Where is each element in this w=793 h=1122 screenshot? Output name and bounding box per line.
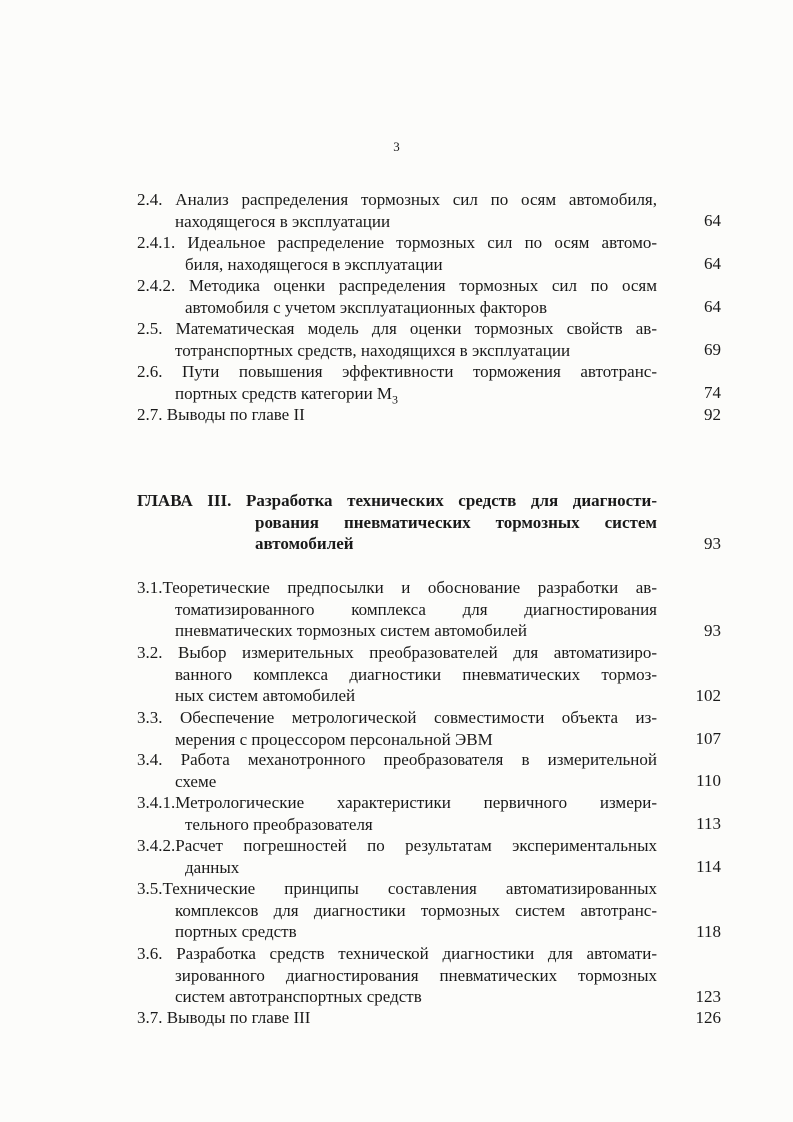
- toc-entry-text: пневматических тормозных систем автомобилей: [175, 621, 527, 640]
- toc-entry-3-5: [137, 878, 657, 943]
- toc-page-number: 69: [704, 340, 721, 359]
- toc-entry-text: портных средств категории М: [175, 383, 393, 403]
- toc-entry-text: мерения с процессором персональной ЭВМ: [175, 729, 493, 749]
- toc-page-number: 64: [704, 254, 721, 273]
- toc-page-number: 64: [704, 211, 721, 230]
- toc-entry-text: 2.4.1. Идеальное распределение тормозных сил по осям автомо-: [137, 233, 657, 252]
- toc-entry-text: комплексов для диагностики тормозных систем автотранс-: [175, 900, 657, 920]
- toc-entry-text: 2.7. Выводы по главе II: [137, 405, 305, 424]
- toc-entry-text: 3.7. Выводы по главе III: [137, 1008, 311, 1027]
- toc-entry-text: 2.4. Анализ распределения тормозных сил по осям автомобиля,: [137, 190, 657, 209]
- toc-entry-text: автомобиля с учетом эксплуатационных факторов: [185, 297, 548, 317]
- toc-page-number: 64: [704, 297, 721, 316]
- toc-entry-text: портных средств: [175, 922, 297, 941]
- toc-entry-text: 3.4.1.Метрологические характеристики первичного измери-: [137, 793, 657, 812]
- toc-entry-3-4-1: [137, 792, 657, 835]
- toc-page-number: 92: [704, 405, 721, 424]
- toc-page-number: 110: [696, 771, 721, 790]
- chapter-heading-text: ГЛАВА III. Разработка технических средств для диагности-: [137, 491, 657, 510]
- toc-entry-text: находящегося в эксплуатации: [175, 211, 391, 231]
- subscript: 3: [392, 391, 399, 406]
- toc-entry-text: 3.2. Выбор измерительных преобразователей для автоматизиро-: [137, 643, 657, 662]
- toc-entry-3-4: [137, 749, 657, 792]
- toc-entry-3-4-2: [137, 835, 657, 878]
- toc-entry-text: 3.4.2.Расчет погрешностей по результатам экспериментальных: [137, 836, 657, 855]
- toc-entry-text: ванного комплекса диагностики пневматических тормоз-: [175, 664, 657, 684]
- chapter-heading-text: автомобилей: [255, 534, 354, 553]
- toc-page-number: 93: [704, 534, 721, 553]
- toc-entry-text: томатизированного комплекса для диагностирования: [175, 599, 657, 619]
- toc-entry-2-4-2: [137, 275, 657, 318]
- toc-entry-text: 3.3. Обеспечение метрологической совместимости объекта из-: [137, 708, 657, 727]
- toc-entry-text: 3.1.Теоретические предпосылки и обоснование разработки ав-: [137, 578, 657, 597]
- toc-entry-2-4-1: [137, 232, 657, 275]
- toc-entry-text: тельного преобразователя: [185, 814, 373, 834]
- page-number: 3: [393, 139, 400, 154]
- toc-entry-text: 2.6. Пути повышения эффективности торможения автотранс-: [137, 362, 657, 381]
- toc-entry-text: систем автотранспортных средств: [175, 987, 422, 1006]
- toc-page-number: 114: [696, 857, 721, 876]
- toc-entry-2-7: [137, 404, 657, 426]
- toc-page-number: 113: [696, 814, 721, 833]
- toc-entry-text: данных: [185, 857, 240, 877]
- toc-page-number: 93: [704, 621, 721, 640]
- toc-page-number: 118: [696, 922, 721, 941]
- toc-page-number: 74: [704, 383, 721, 402]
- toc-entry-text: тотранспортных средств, находящихся в эксплуатации: [175, 340, 571, 360]
- toc-entry-text: ных систем автомобилей: [175, 686, 356, 705]
- toc-entry-2-4: [137, 189, 657, 232]
- toc-page-number: 107: [695, 729, 721, 748]
- toc-page-number: 123: [695, 987, 721, 1006]
- toc-entry-text: схеме: [175, 771, 217, 791]
- toc-page-number: 102: [695, 686, 721, 705]
- toc-entry-text: 2.5. Математическая модель для оценки тормозных свойств ав-: [137, 319, 657, 338]
- toc-entry-3-7: [137, 1007, 657, 1029]
- toc-entry-2-6: [137, 361, 657, 410]
- toc-entry-text: 2.4.2. Методика оценки распределения тормозных сил по осям: [137, 276, 657, 295]
- toc-page-number: 126: [695, 1008, 721, 1027]
- toc-entry-text: 3.5.Технические принципы составления автоматизированных: [137, 879, 657, 898]
- toc-entry-3-3: [137, 707, 657, 750]
- toc-entry-text: зированного диагностирования пневматических тормозных: [175, 965, 657, 985]
- chapter-heading: [137, 490, 657, 555]
- toc-entry-2-5: [137, 318, 657, 361]
- toc-entry-3-6: [137, 943, 657, 1008]
- toc-entry-text: 3.6. Разработка средств технической диагностики для автомати-: [137, 944, 657, 963]
- chapter-heading-text: рования пневматических тормозных систем: [255, 512, 657, 532]
- toc-entry-text: биля, находящегося в эксплуатации: [185, 254, 443, 274]
- toc-entry-3-2: [137, 642, 657, 707]
- toc-entry-3-1: [137, 577, 657, 642]
- toc-entry-text: 3.4. Работа механотронного преобразователя в измерительной: [137, 750, 657, 769]
